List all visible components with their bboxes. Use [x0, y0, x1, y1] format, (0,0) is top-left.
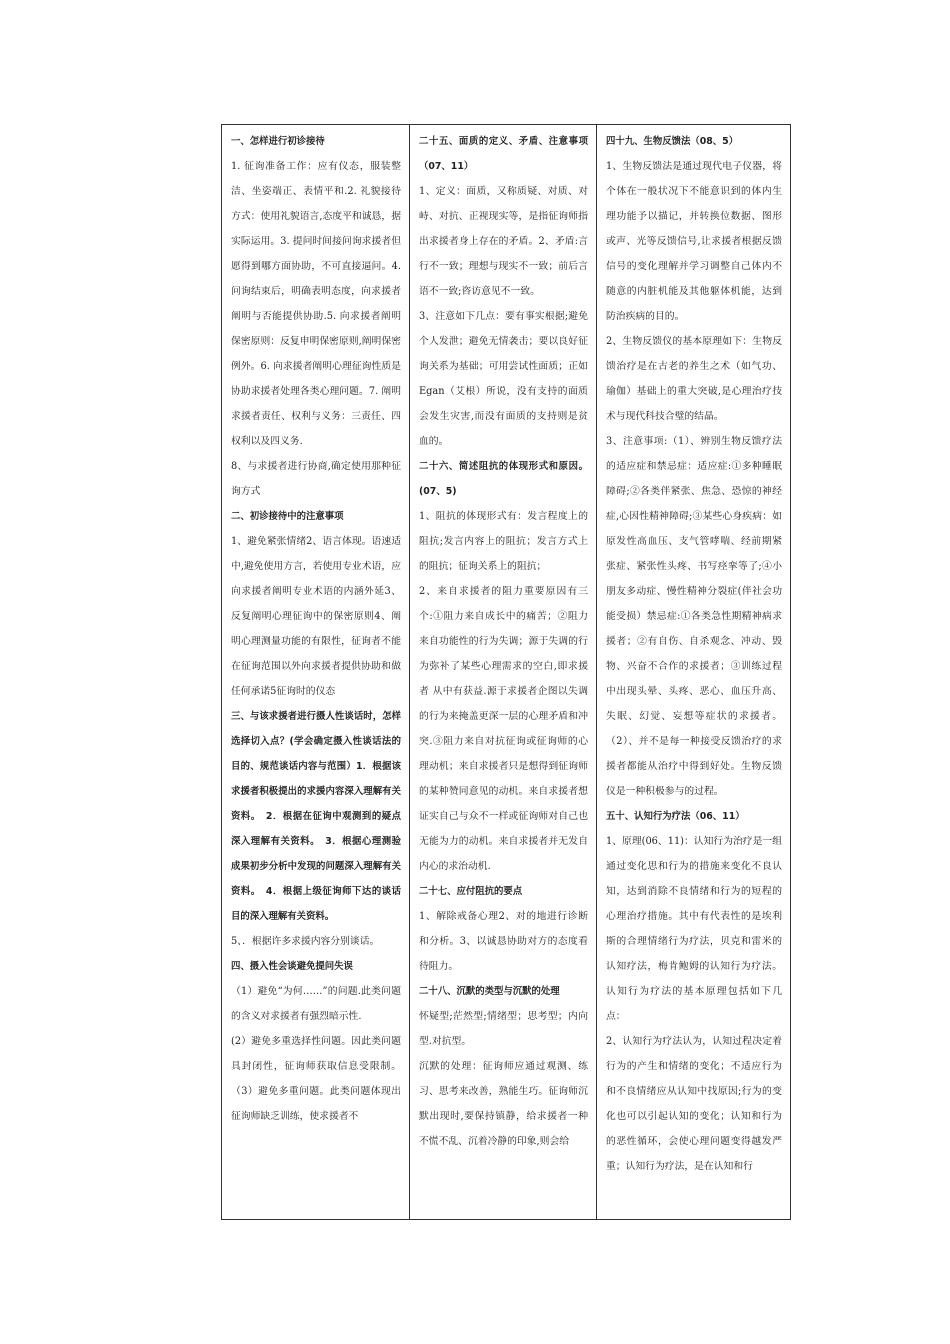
column-left [222, 125, 409, 1219]
paragraph: 3、注意如下几点：要有事实根据;避免个人发泄；避免无情袭击；要以良好征询关系为基础；可用尝试性面质；正如Egan（艾根）所说，没有支持的面质会发生灾害,而没有面质的支持则是贫血的。 [419, 311, 588, 447]
section-heading: 四、摄入性会谈避免提问失误 [231, 961, 353, 972]
paragraph: 1、原理(06、11)：认知行为治疗是一组通过变化思和行为的措施来变化不良认知，达到消除不良情绪和行为的短程的心理治疗措施。其中有代表性的是埃利斯的合理情绪行为疗法，贝克和雷米的认知疗法，梅肯鲍姆的认知行为疗法。认知行为疗法的基本原理包括如下几点： [606, 836, 782, 1022]
section-heading: 四十九、生物反馈法（08、5） [606, 136, 739, 147]
paragraph: 1、解除戒备心理2、对的地进行诊断和分析。3、以诚恳协助对方的态度看待阻力。 [419, 911, 588, 972]
section-heading: 二、初诊接待中的注意事项 [231, 511, 344, 522]
paragraph: 5、．根据许多求援内容分别谈话。 [231, 936, 380, 947]
paragraph: 1、定义：面质，又称质疑、对质、对峙、对抗、正视现实等，是指征询师指出求援者身上存在的矛盾。2、矛盾:言行不一致；理想与现实不一致；前后言语不一致;咨访意见不一致。 [419, 186, 588, 297]
paragraph: 2、认知行为疗法认为，认知过程决定着行为的产生和情绪的变化；不适应行为和不良情绪应从认知中找原因;行为的变化也可以引起认知的变化；认知和行为的恶性循环，会使心理问题变得越发严重；认知行为疗法，是在认知和行 [606, 1036, 782, 1172]
section-heading: 三、与该求援者进行摄人性谈话时，怎样选择切入点？(学会确定摄入性谈话法的目的、规范谈话内容与范围）1．根据该求援者积极提出的求援内容深入理解有关资料。 2．根据在征询中观测到的疑点深入理解有关资料。 3．根据心理测验成果初步分析中发现的问题深入理解有关资料。 4．根据上级征询师下达的谈话目的深入理解有关资料。 [231, 711, 401, 922]
paragraph: 怀疑型;茫然型;情绪型；思考型；内向型.对抗型。 [419, 1011, 588, 1047]
paragraph: 8、与求援者进行协商,确定使用那种征询方式 [231, 461, 401, 497]
paragraph: (2）避免多重选择性问题。因此类问题具封闭性，征询师获取信息受限制。（3）避免多重问题。此类问题体现出征询师缺乏训练，使求援者不 [231, 1036, 401, 1122]
column-middle [409, 125, 596, 1219]
paragraph: 2、来自求援者的阻力重要原因有三个:①阻力来自成长中的痛苦；②阻力来自功能性的行为失调；源于失调的行为弥补了某些心理需求的空白,即求援者 从中有获益.源于求援者企图以失调的行为来掩盖更深一层的心理矛盾和冲突.③阻力来自对抗征询或征询师的心理动机；来自求援者只是想得到征询师的某种赞同意见的动机。来自求援者想证实自己与众不一样或征询师对自己也无能为力的动机。来自求援者并无发自内心的求治动机. [419, 586, 588, 872]
section-heading: 二十七、应付阻抗的要点 [419, 886, 523, 897]
document-table [221, 124, 791, 1220]
paragraph: 1、生物反馈法是通过现代电子仪器，将个体在一般状况下不能意识到的体内生理功能予以描记，并转换位数据、图形或声、光等反馈信号,让求援者根据反馈信号的变化理解并学习调整自己体内不随意的内脏机能及其他躯体机能，达到防治疾病的目的。 [606, 161, 782, 322]
paragraph: （1）避免“为何……”的问题.此类问题的含义对求援者有强烈暗示性. [231, 986, 401, 1022]
section-heading: 五十、认知行为疗法（06、11） [606, 811, 745, 822]
paragraph: 沉默的处理：征询师应通过观测、练习、思考来改善，熟能生巧。征询师沉默出现时,要保持镇静，给求援者一种不慌不乱、沉着冷静的印象,则会给 [419, 1061, 588, 1147]
paragraph: 3、注意事项:（1）、辨别生物反馈疗法的适应症和禁忌症：适应症:①多种睡眠障碍;②各类伴紧张、焦急、恐惊的神经症,心因性精神障碍;③某些心身疾病：如原发性高血压、支气管哮喘、经前期紧张症、紧张性头疼、书写痉挛等了;④小朋友多动症、慢性精神分裂症(伴社会功能受损）禁忌症:①各类急性期精神病求援者；②有自伤、自杀观念、冲动、毁物、兴奋不合作的求援者；③训练过程中出现头晕、头疼、恶心、血压升高、失眠、幻觉、妄想等症状的求援者。（2）、并不是每一种接受反馈治疗的求援者都能从治疗中得到好处。生物反馈仪是一种积极参与的过程。 [606, 436, 782, 797]
section-heading: 二十五、面质的定义、矛盾、注意事项（07、11） [419, 136, 588, 172]
paragraph: 1. 征询准备工作：应有仪态，服装整洁、坐姿端正、表情平和.2. 礼貌接待方式：使用礼貌语言,态度平和诚恳，据实际运用。3. 提问时间接问询求援者但愿得到哪方面协助，不可直接逼问。4. 问询结束后，明确表明态度，向求援者阐明与否能提供协助.5. 向求援者阐明保密原则：反复申明保密原则,阐明保密例外。6. 向求援者阐明心理征询性质是协助求援者处理各类心理问题。7. 阐明求援者责任、权利与义务：三责任、四权利以及四义务. [231, 161, 401, 447]
paragraph: 1、避免紧张情绪2、语言体现。语速适中,避免使用方言，若使用专业术语，应向求援者阐明专业术语的内涵外延3、反复阐明心理征询中的保密原则4、阐明心理测量功能的有限性，征询者不能在征询范围以外向求援者提供协助和做任何承诺5征询时的仪态 [231, 536, 401, 697]
column-right [596, 125, 790, 1219]
paragraph: 2、生物反馈仪的基本原理如下：生物反馈治疗是在古老的养生之术（如气功、瑜伽）基础上的重大突破,是心理治疗技术与现代科技合璧的结晶。 [606, 336, 782, 422]
section-heading: 二十六、简述阻抗的体现形式和原因。(07、5) [419, 461, 588, 497]
section-heading: 二十八、沉默的类型与沉默的处理 [419, 986, 560, 997]
paragraph: 1、阻抗的体现形式有：发言程度上的阻抗;发言内容上的阻抗；发言方式上的阻抗；征询关系上的阻抗； [419, 511, 588, 572]
section-heading: 一、怎样进行初诊接待 [231, 136, 325, 147]
